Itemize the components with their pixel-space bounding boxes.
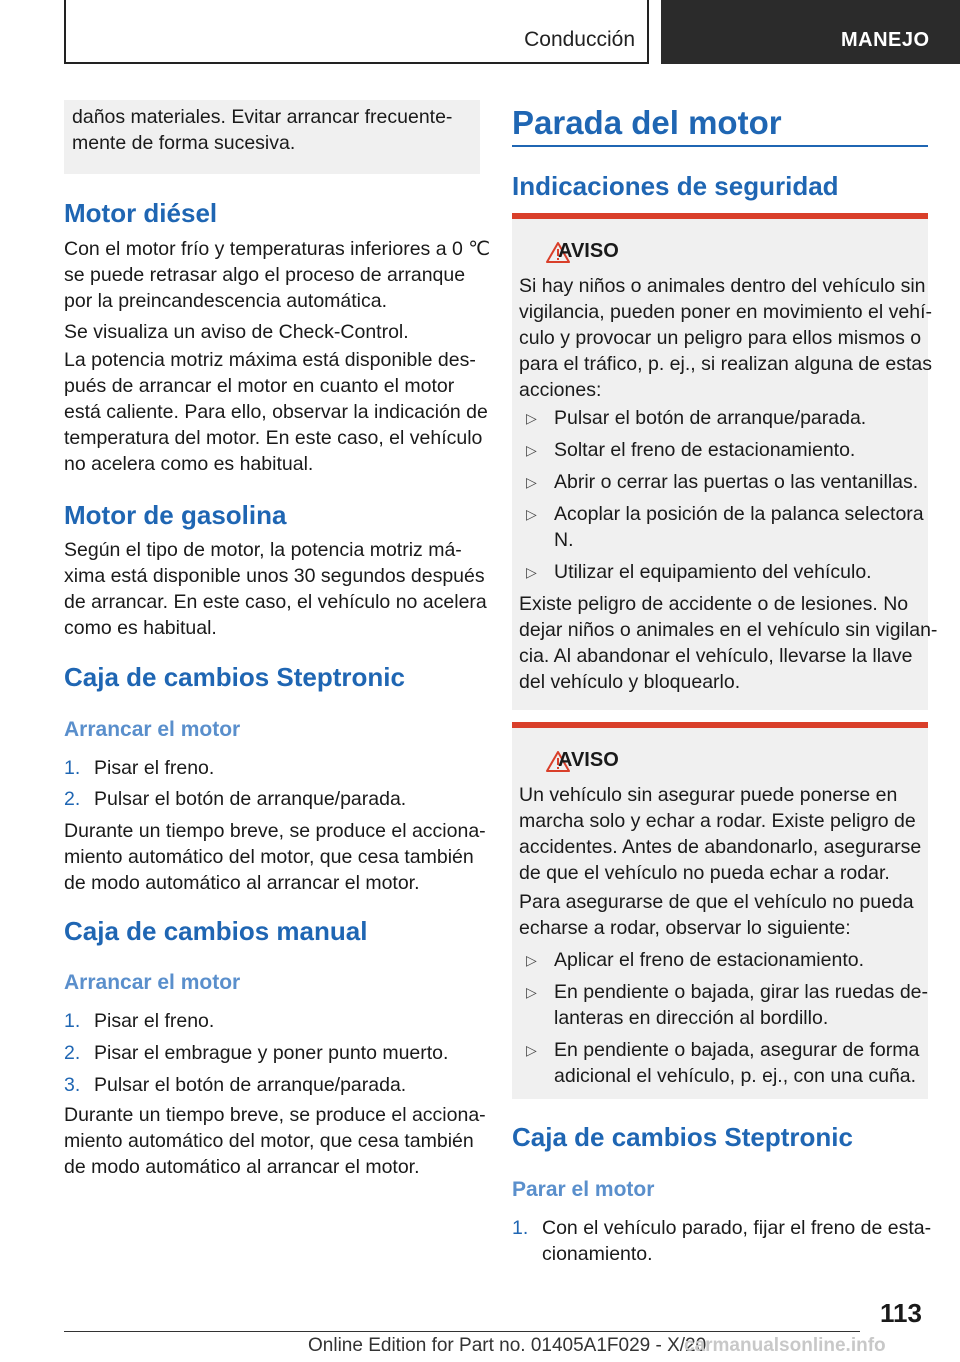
bullet-triangle-icon: ▷ xyxy=(526,410,537,426)
page-number: 113 xyxy=(880,1298,922,1328)
paragraph-text: Durante un tiempo breve, se produce el acciona- xyxy=(64,1104,486,1126)
list-item-text: Pulsar el botón de arranque/parada. xyxy=(94,1074,407,1096)
note-text: daños materiales. Evitar arrancar frecuente- xyxy=(72,106,453,128)
paragraph-text: pués de arrancar el motor en cuanto el motor xyxy=(64,375,455,397)
bullet-text: Soltar el freno de estacionamiento. xyxy=(554,439,856,461)
paragraph-text: Durante un tiempo breve, se produce el acciona- xyxy=(64,820,486,842)
list-number: 1. xyxy=(64,757,81,779)
footer-edition: Online Edition for Part no. 01405A1F029 - X/20 xyxy=(308,1335,707,1356)
bullet-text: En pendiente o bajada, asegurar de forma xyxy=(554,1039,920,1061)
list-item-text: Pulsar el botón de arranque/parada. xyxy=(94,788,407,810)
watermark: carmanualsonline.info xyxy=(684,1335,886,1356)
paragraph-text: La potencia motriz máxima está disponible des- xyxy=(64,349,476,371)
warning-text: Existe peligro de accidente o de lesiones. No xyxy=(519,593,909,615)
list-item-text: cionamiento. xyxy=(542,1243,653,1265)
bullet-triangle-icon: ▷ xyxy=(526,952,537,968)
list-number: 2. xyxy=(64,788,81,810)
page-title: Parada del motor xyxy=(512,104,782,141)
paragraph-text: temperatura del motor. En este caso, el vehículo xyxy=(64,427,483,449)
paragraph-text: no acelera como es habitual. xyxy=(64,453,314,475)
paragraph-text: como es habitual. xyxy=(64,617,217,639)
warning-text: acciones: xyxy=(519,379,602,401)
bullet-text: adicional el vehículo, p. ej., con una cuña. xyxy=(554,1065,917,1087)
bullet-triangle-icon: ▷ xyxy=(526,564,537,580)
heading-motor-gasolina: Motor de gasolina xyxy=(64,500,287,530)
list-item-text: Con el vehículo parado, fijar el freno de esta- xyxy=(542,1217,932,1239)
header-chapter-tab xyxy=(661,0,960,64)
warning-text: accidentes. Antes de abandonarlo, asegurarse xyxy=(519,836,922,858)
list-number: 3. xyxy=(64,1074,81,1096)
paragraph-text: está caliente. Para ello, observar la indicación de xyxy=(64,401,488,423)
bullet-text: Utilizar el equipamiento del vehículo. xyxy=(554,561,872,583)
paragraph-text: de modo automático al arrancar el motor. xyxy=(64,872,420,894)
warning-text: cia. Al abandonar el vehículo, llevarse la llave xyxy=(519,645,913,667)
header-chapter-label: MANEJO xyxy=(841,29,930,51)
footer-rule xyxy=(64,1331,860,1332)
list-number: 2. xyxy=(64,1042,81,1064)
warning-text: del vehículo y bloquearlo. xyxy=(519,671,741,693)
paragraph-text: Según el tipo de motor, la potencia motriz má- xyxy=(64,539,462,561)
bullet-triangle-icon: ▷ xyxy=(526,474,537,490)
list-item-text: Pisar el freno. xyxy=(94,757,215,779)
heading-seguridad: Indicaciones de seguridad xyxy=(512,171,839,201)
warning-text: vigilancia, pueden poner en movimiento el vehí- xyxy=(519,301,932,323)
paragraph-text: por la preincandescencia automática. xyxy=(64,290,388,312)
warning-text: de que el vehículo no pueda echar a rodar. xyxy=(519,862,890,884)
warning-text: Para asegurarse de que el vehículo no pueda xyxy=(519,891,914,913)
bullet-text: Acoplar la posición de la palanca selectora xyxy=(554,503,924,525)
bullet-triangle-icon: ▷ xyxy=(526,1042,537,1058)
heading-steptronic: Caja de cambios Steptronic xyxy=(64,662,405,692)
header-section-tab xyxy=(64,0,649,64)
warning-text: Si hay niños o animales dentro del vehículo sin xyxy=(519,275,926,297)
bullet-triangle-icon: ▷ xyxy=(526,506,537,522)
heading-steptronic: Caja de cambios Steptronic xyxy=(512,1122,853,1152)
paragraph-text: miento automático del motor, que cesa también xyxy=(64,846,474,868)
subheading-arrancar: Arrancar el motor xyxy=(64,971,241,994)
paragraph-text: Se visualiza un aviso de Check-Control. xyxy=(64,321,409,343)
list-number: 1. xyxy=(512,1217,529,1239)
note-text: mente de forma sucesiva. xyxy=(72,132,296,154)
bullet-triangle-icon: ▷ xyxy=(526,442,537,458)
warning-text: culo y provocar un peligro para ellos mismos o xyxy=(519,327,922,349)
warning-text: dejar niños o animales en el vehículo sin vigilan- xyxy=(519,619,938,641)
warning-text: marcha solo y echar a rodar. Existe peligro de xyxy=(519,810,916,832)
bullet-text: En pendiente o bajada, girar las ruedas de- xyxy=(554,981,929,1003)
warning-text: para el tráfico, p. ej., si realizan alguna de estas xyxy=(519,353,932,375)
warning-label: AVISO xyxy=(558,749,619,771)
bullet-text: Pulsar el botón de arranque/parada. xyxy=(554,407,867,429)
bullet-text: N. xyxy=(554,529,574,551)
list-item-text: Pisar el freno. xyxy=(94,1010,215,1032)
bullet-text: Abrir o cerrar las puertas o las ventanillas. xyxy=(554,471,919,493)
warning-label: AVISO xyxy=(558,240,619,262)
paragraph-text: miento automático del motor, que cesa también xyxy=(64,1130,474,1152)
subheading-parar: Parar el motor xyxy=(512,1178,655,1201)
bullet-triangle-icon: ▷ xyxy=(526,984,537,1000)
header-section-label: Conducción xyxy=(524,28,635,51)
bullet-text: lanteras en dirección al bordillo. xyxy=(554,1007,829,1029)
paragraph-text: Con el motor frío y temperaturas inferiores a 0 ℃ xyxy=(64,238,491,260)
paragraph-text: se puede retrasar algo el proceso de arranque xyxy=(64,264,466,286)
heading-motor-diesel: Motor diésel xyxy=(64,198,218,228)
warning-text: Un vehículo sin asegurar puede ponerse en xyxy=(519,784,898,806)
list-item-text: Pisar el embrague y poner punto muerto. xyxy=(94,1042,449,1064)
list-number: 1. xyxy=(64,1010,81,1032)
title-rule xyxy=(512,145,928,147)
paragraph-text: xima está disponible unos 30 segundos después xyxy=(64,565,485,587)
bullet-text: Aplicar el freno de estacionamiento. xyxy=(554,949,865,971)
paragraph-text: de arrancar. En este caso, el vehículo no acelera xyxy=(64,591,487,613)
heading-manual: Caja de cambios manual xyxy=(64,916,368,946)
subheading-arrancar: Arrancar el motor xyxy=(64,718,241,741)
warning-text: echarse a rodar, observar lo siguiente: xyxy=(519,917,851,939)
paragraph-text: de modo automático al arrancar el motor. xyxy=(64,1156,420,1178)
